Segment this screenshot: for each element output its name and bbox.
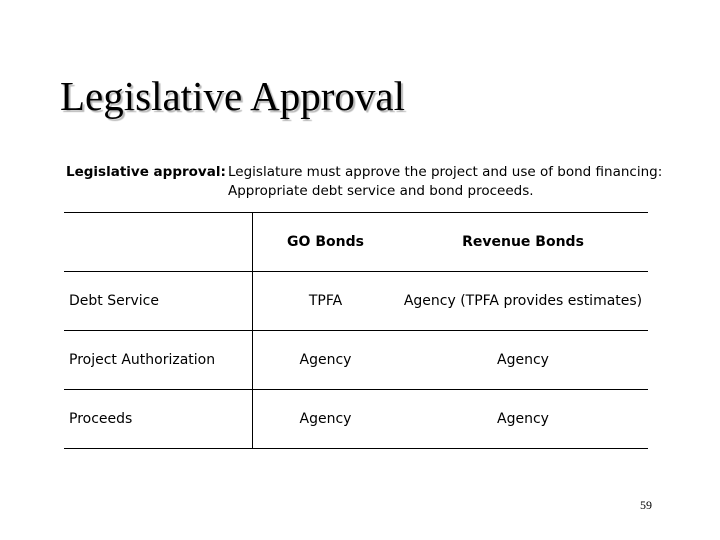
revenue-bonds-cell: Agency bbox=[398, 331, 648, 390]
intro-label: Legislative approval: bbox=[66, 164, 226, 180]
go-bonds-cell: Agency bbox=[253, 390, 399, 449]
table-header-go-bonds: GO Bonds bbox=[253, 213, 399, 272]
row-label: Project Authorization bbox=[64, 331, 253, 390]
go-bonds-cell: TPFA bbox=[253, 272, 399, 331]
intro-body bbox=[228, 163, 662, 201]
revenue-bonds-cell: Agency (TPFA provides estimates) bbox=[398, 272, 648, 331]
table-header-revenue-bonds: Revenue Bonds bbox=[398, 213, 648, 272]
row-label: Debt Service bbox=[64, 272, 253, 331]
row-label: Proceeds bbox=[64, 390, 253, 449]
table-header-row bbox=[64, 213, 648, 272]
table-row bbox=[64, 272, 648, 331]
table-row bbox=[64, 390, 648, 449]
intro-line-2: Appropriate debt service and bond proceeds. bbox=[228, 183, 534, 199]
intro-statement bbox=[66, 163, 662, 201]
go-bonds-cell: Agency bbox=[253, 331, 399, 390]
approval-table bbox=[64, 212, 648, 449]
intro-line-1: Legislature must approve the project and use of bond financing: bbox=[228, 164, 663, 180]
table-row bbox=[64, 331, 648, 390]
slide-title: Legislative Approval bbox=[60, 73, 405, 119]
page-number: 59 bbox=[640, 498, 652, 512]
table-header-empty bbox=[64, 213, 253, 272]
revenue-bonds-cell: Agency bbox=[398, 390, 648, 449]
